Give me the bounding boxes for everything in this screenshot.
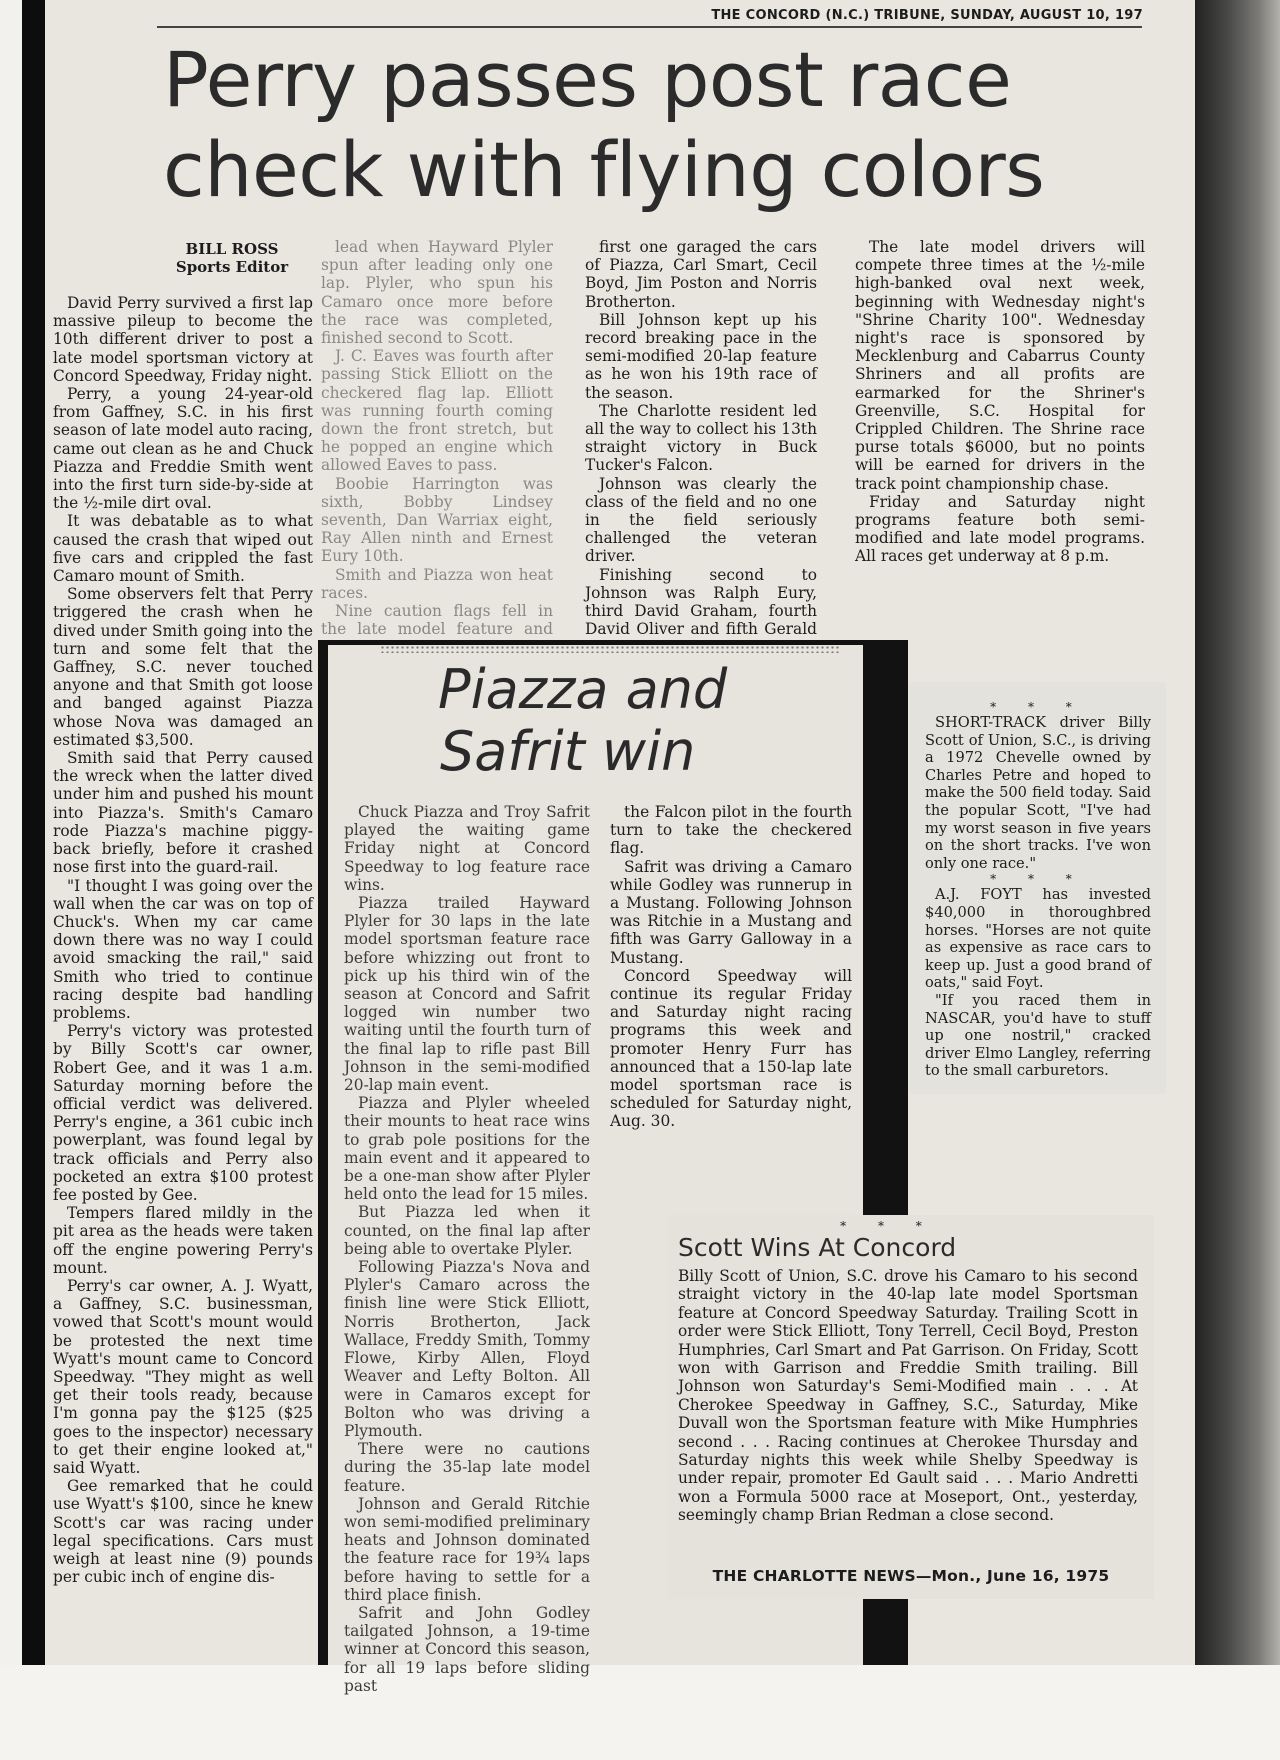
article-column-3 — [585, 238, 817, 657]
paragraph: Perry's car owner, A. J. Wyatt, a Gaffney, S.C. businessman, vowed that Scott's mount would be protested the next time Wyatt's mount came to Concord Speedway. "They might as well get their tools ready, because I'm gonna pay the $125 ($25 goes to the inspector) necessary to get their engine looked at," said Wyatt. — [53, 1276, 313, 1477]
paragraph: Safrit was driving a Camaro while Godley was runnerup in a Mustang. Following Johnson was Ritchie in a Mustang and fifth was Garry Galloway in a Mustang. — [610, 857, 852, 967]
paragraph: Gee remarked that he could use Wyatt's $100, since he knew Scott's car was racing under legal specifications. Cars must weigh at least nine (9) pounds per cubic inch of engine dis- — [53, 1477, 313, 1587]
paragraph: Following Piazza's Nova and Plyler's Camaro across the finish line were Stick Elliott, Norris Brotherton, Jack Wallace, Freddy Smith, Tommy Flowe, Kirby Allen, Floyd Weaver and Lefty Bolton. All were in Camaros except for Bolton who was driving a Plymouth. — [344, 1258, 590, 1440]
paragraph: Some observers felt that Perry triggered the crash when he dived under Smith going into the turn and some felt that the Gaffney, S.C. never touched anyone and that Smith got loose and banged against Piazza whose Nova was damaged an estimated $3,500. — [53, 585, 313, 749]
paragraph: Johnson and Gerald Ritchie won semi-modified preliminary heats and Johnson dominated the feature race for 19¾ laps before having to settle for a third place finish. — [344, 1494, 590, 1604]
paragraph: lead when Hayward Plyler spun after leading only one lap. Plyler, who spun his Camaro once more before the race was completed, finished second to Scott. — [321, 238, 553, 348]
paragraph: Nine caution flags fell in the late model feature and — [321, 602, 553, 639]
paragraph: Boobie Harrington was sixth, Bobby Lindsey seventh, Dan Warriax eight, Ray Allen ninth and Ernest Eury 10th. — [321, 474, 553, 566]
paragraph: first one garaged the cars of Piazza, Carl Smart, Cecil Boyd, Jim Poston and Norris Brotherton. — [585, 238, 817, 311]
separator-stars: * * * — [990, 700, 1086, 714]
page-edge-shadow — [1195, 0, 1280, 1665]
paragraph: Piazza trailed Hayward Plyler for 30 laps in the late model sportsman feature race before whizzing out front to pick up his third win of the season at Concord and Safrit logged win number two waiting until the fourth turn of the final lap to rifle past Bill Johnson in the semi-modified 20-lap main event. — [344, 894, 590, 1095]
scott-body: Billy Scott of Union, S.C. drove his Camaro to his second straight victory in the 40-lap late model Sportsman feature at Concord Speedway Saturday. Trailing Scott in order were Stick Elliott, Tony Terrell, Cecil Boyd, Preston Humphries, Carl Smart and Pat Garrison. On Friday, Scott won with Garrison and Freddie Smith trailing. Bill Johnson won Saturday's Semi-Modified main . . . At Cherokee Speedway in Gaffney, S.C., Saturday, Mike Duvall won the Sportsman feature with Mike Humphries second . . . Racing continues at Cherokee Thursday and Saturday nights this week while Shelby Speedway is under repair, promoter Ed Gault said . . . Mario Andretti won a Formula 5000 race at Moseport, Ont., yesterday, seemingly champ Brian Redman a close second. — [678, 1267, 1138, 1525]
paragraph: Concord Speedway will continue its regular Friday and Saturday night racing programs this week and promoter Henry Furr has announced that a 150-lap late model sportsman race is scheduled for Saturday night, Aug. 30. — [610, 966, 852, 1131]
header-rule — [157, 26, 1142, 28]
paragraph: Smith said that Perry caused the wreck when the latter dived under him and pushed his mount into Piazza's. Smith's Camaro rode Piazza's machine piggy-back briefly, before it crashed nose first into the guard-rail. — [53, 749, 313, 877]
paragraph: Finishing second to Johnson was Ralph Eury, third David Graham, fourth David Oliver and fifth Gerald — [585, 565, 817, 639]
separator-stars: * * * — [840, 1219, 936, 1233]
paragraph: J. C. Eaves was fourth after passing Stick Elliott on the checkered flag lap. Elliott was running fourth coming down the front stretch, but he popped an engine which allowed Eaves to pass. — [321, 347, 553, 475]
source-line: THE CHARLOTTE NEWS—Mon., June 16, 1975 — [712, 1567, 1110, 1585]
paragraph: Friday and Saturday night programs feature both semi-modified and late model programs. All races get underway at 8 p.m. — [855, 492, 1145, 566]
paragraph: The Charlotte resident led all the way to collect his 13th straight victory in Buck Tucker's Falcon. — [585, 401, 817, 475]
piazza-column-2 — [610, 803, 852, 1131]
paragraph: But Piazza led when it counted, on the final lap after being able to overtake Plyler. — [344, 1203, 590, 1258]
dot-border — [380, 645, 840, 653]
piazza-headline-line-2: Safrit win — [440, 720, 696, 783]
note-item: "If you raced them in NASCAR, you'd have to stuff up one nostril," cracked driver Elmo Langley, referring to the small carburetors. — [925, 991, 1151, 1080]
bottom-margin — [0, 1665, 1280, 1760]
article-column-1 — [53, 294, 313, 1586]
paragraph: Smith and Piazza won heat races. — [321, 565, 553, 602]
dateline: THE CONCORD (N.C.) TRIBUNE, SUNDAY, AUGUST 10, 197 — [711, 8, 1143, 23]
paragraph: Perry, a young 24-year-old from Gaffney, S.C. in his first season of late model auto racing, came out clean as he and Chuck Piazza and Freddie Smith went into the first turn side-by-side at the ½-mile dirt oval. — [53, 385, 313, 513]
notes-clipping — [910, 682, 1166, 1094]
byline-name: BILL ROSS — [185, 240, 279, 258]
paragraph: Piazza and Plyler wheeled their mounts to heat race wins to grab pole positions for the main event and it appeared to be a one-man show after Plyler held onto the lead for 15 miles. — [344, 1094, 590, 1204]
paragraph: Tempers flared mildly in the pit area as the heads were taken off the engine powering Perry's mount. — [53, 1204, 313, 1277]
headline-line-1: Perry passes post race — [163, 35, 1012, 124]
paragraph: Johnson was clearly the class of the field and no one in the field seriously challenged the veteran driver. — [585, 474, 817, 566]
paragraph: It was debatable as to what caused the crash that wiped out five cars and crippled the fast Camaro mount of Smith. — [53, 512, 313, 586]
piazza-column-1 — [344, 803, 590, 1695]
note-item: A.J. FOYT has invested $40,000 in thoroughbred horses. "Horses are not quite as expensive as race cars to keep up. Just a good brand of oats," said Foyt. — [925, 886, 1151, 992]
scott-clipping — [668, 1215, 1154, 1599]
byline — [157, 240, 307, 276]
paragraph: David Perry survived a first lap massive pileup to become the 10th different driver to post a late model sportsman victory at Concord Speedway, Friday night. — [53, 294, 313, 385]
paragraph: the Falcon pilot in the fourth turn to take the checkered flag. — [610, 803, 852, 858]
byline-title: Sports Editor — [175, 258, 289, 276]
paragraph: Chuck Piazza and Troy Safrit played the waiting game Friday night at Concord Speedway to log feature race wins. — [344, 803, 590, 894]
article-column-2 — [321, 238, 553, 657]
paragraph: Safrit and John Godley tailgated Johnson, a 19-time winner at Concord this season, for all 19 laps before sliding past — [344, 1603, 590, 1695]
headline-line-2: check with flying colors — [163, 125, 1045, 214]
note-item: SHORT-TRACK driver Billy Scott of Union, S.C., is driving a 1972 Chevelle owned by Charles Petre and hoped to make the 500 field today. Said the popular Scott, "I've had my worst season in five years on the short tracks. I've won only one race." — [925, 714, 1151, 872]
paragraph: The late model drivers will compete three times at the ½-mile high-banked oval next week, beginning with Wednesday night's "Shrine Charity 100". Wednesday night's race is sponsored by Mecklenburg and Cabarrus County Shriners and all profits are earmarked for the Shriner's Greenville, S.C. Hospital for Crippled Children. The Shrine race purse totals $6000, but no points will be earned for drivers in the track point championship chase. — [855, 238, 1145, 493]
paragraph: Bill Johnson kept up his record breaking pace in the semi-modified 20-lap feature as he won his 19th race of the season. — [585, 310, 817, 402]
article-column-4 — [855, 238, 1145, 566]
paragraph: There were no cautions during the 35-lap late model feature. — [344, 1440, 590, 1495]
notes-body — [925, 700, 1151, 1080]
paragraph: "I thought I was going over the wall when the car was on top of Chuck's. When my car came down there was no way I could avoid smacking the rail," said Smith who tried to continue racing despite bad handling problems. — [53, 876, 313, 1022]
main-headline — [163, 35, 1123, 215]
separator-stars: * * * — [990, 872, 1086, 887]
piazza-headline-line-1: Piazza and — [438, 658, 728, 721]
scott-headline: Scott Wins At Concord — [678, 1233, 957, 1262]
paragraph: Perry's victory was protested by Billy Scott's car owner, Robert Gee, and it was 1 a.m. Saturday morning before the official verdict was delivered. Perry's engine, a 361 cubic inch powerplant, was found legal by track officials and Perry also pocketed an extra $100 protest fee posted by Gee. — [53, 1022, 313, 1204]
piazza-headline — [438, 659, 727, 783]
